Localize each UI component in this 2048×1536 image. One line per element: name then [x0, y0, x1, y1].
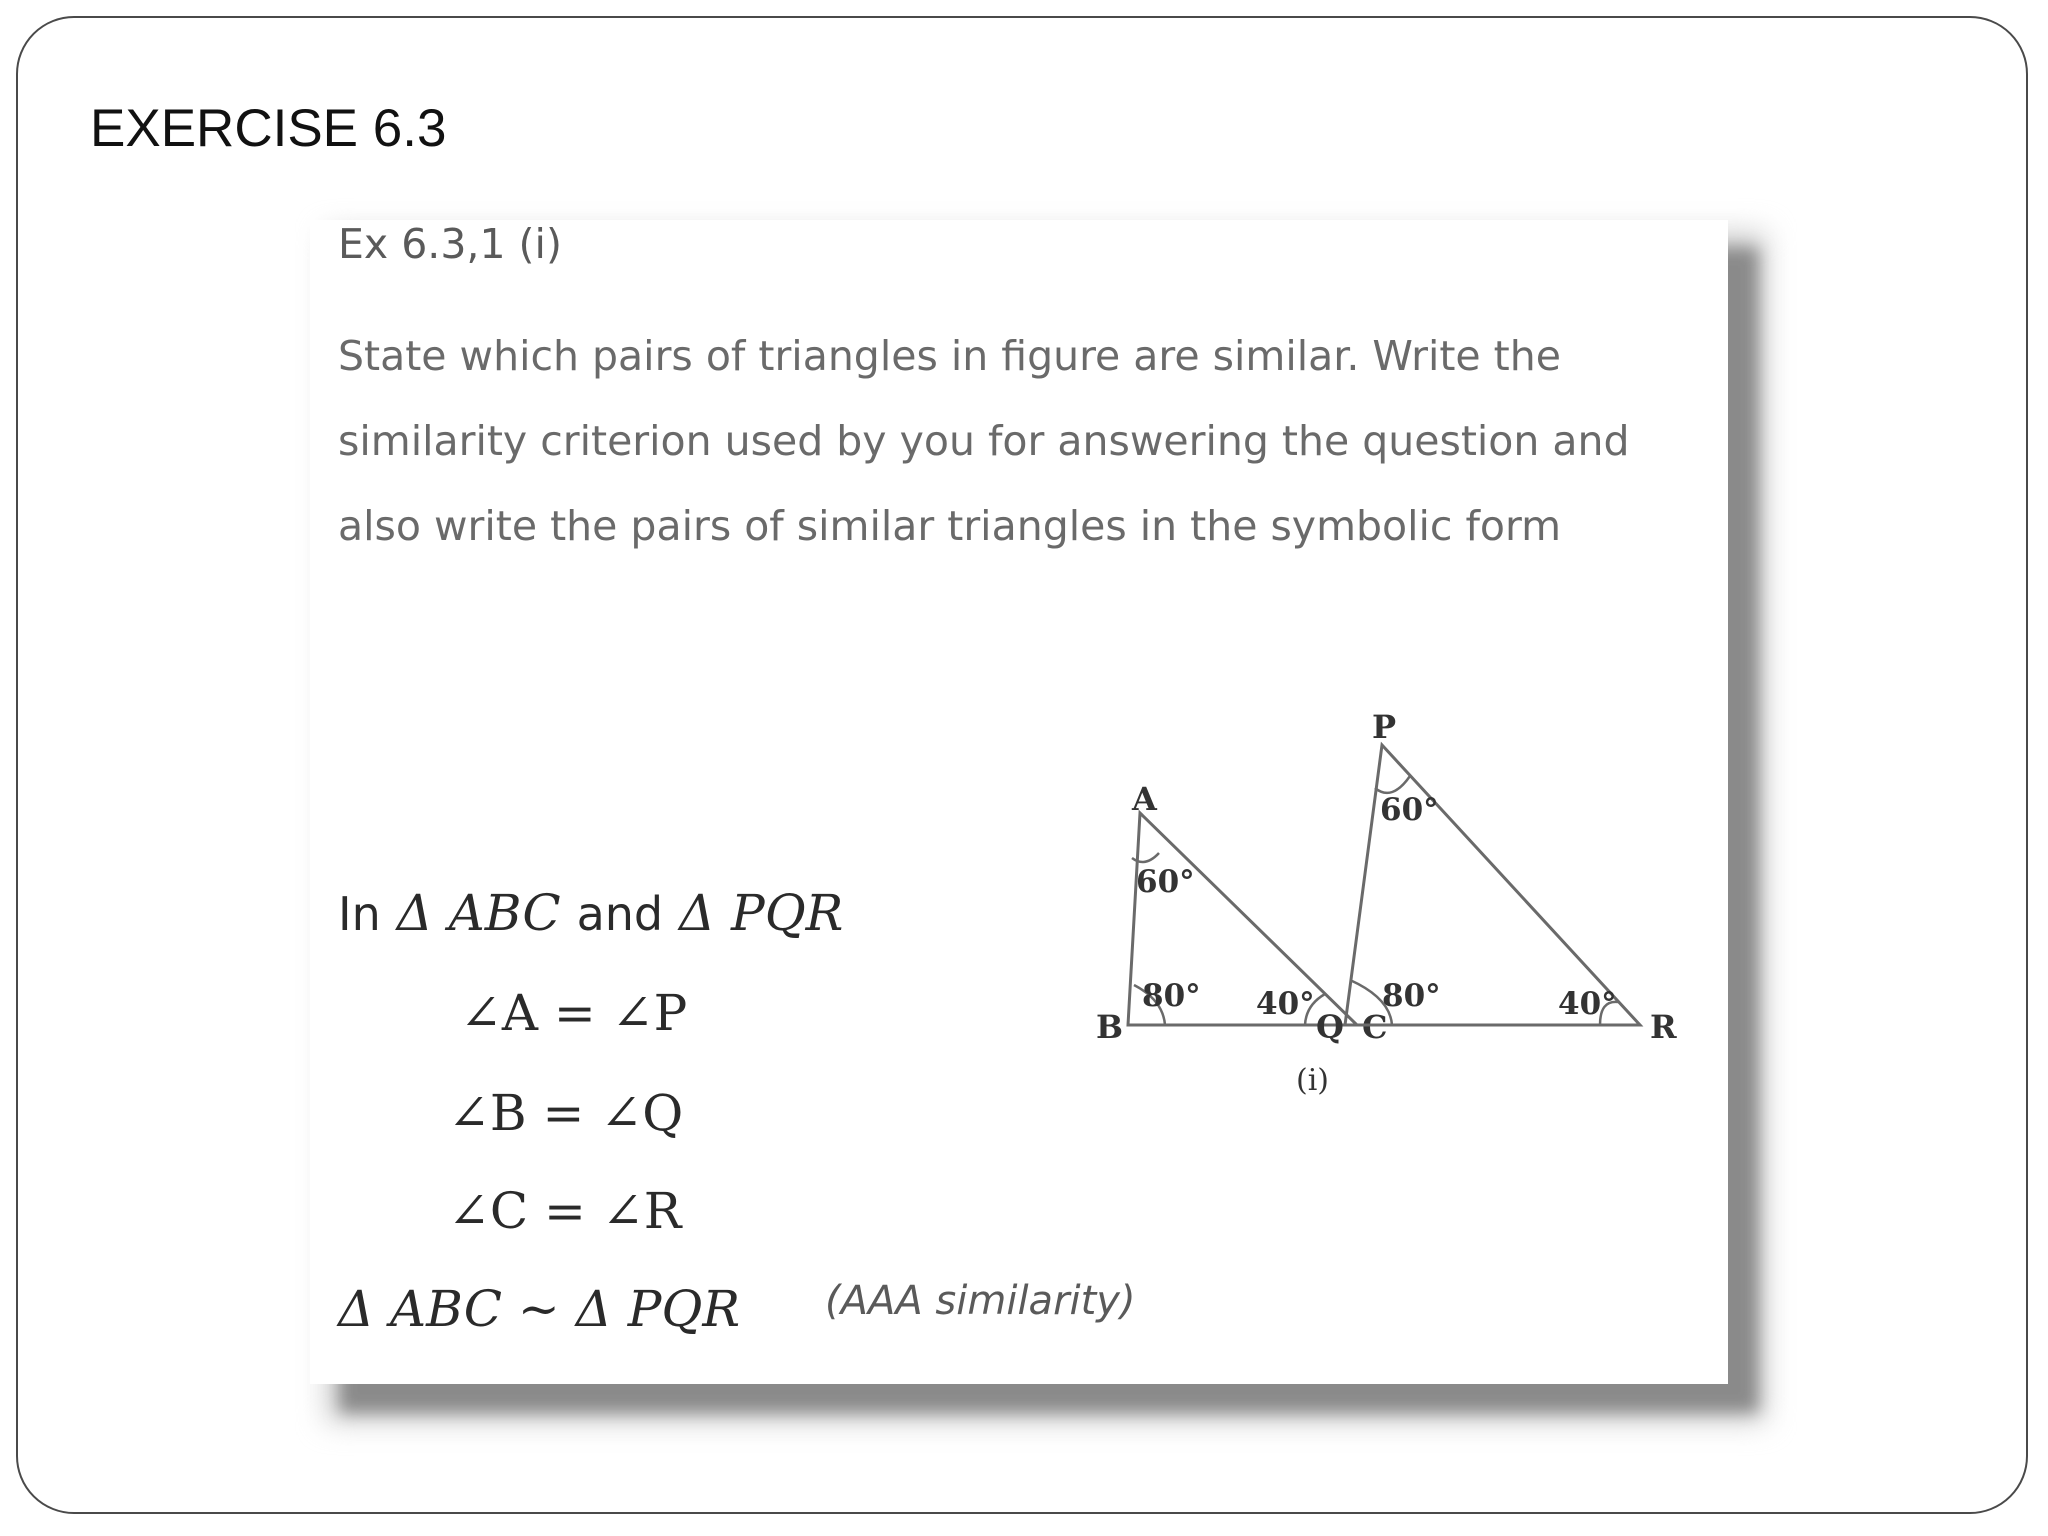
vertex-label-q: Q [1316, 1008, 1344, 1046]
vertex-label-p: P [1372, 708, 1397, 746]
intro-triangle-pqr: Δ PQR [679, 884, 844, 942]
solution-intro [338, 884, 843, 942]
triangles-figure [1000, 680, 1720, 1100]
exercise-card [310, 220, 1728, 1384]
vertex-label-r: R [1650, 1008, 1677, 1046]
exercise-heading: Ex 6.3,1 (i) [338, 220, 562, 268]
angle-equality-b: ∠B = ∠Q [448, 1084, 684, 1142]
question-line: also write the pairs of similar triangles in the symbolic form [338, 502, 1562, 550]
intro-triangle-abc: Δ ABC [396, 884, 561, 942]
angle-label-a: 60° [1136, 864, 1195, 900]
slide-title: EXERCISE 6.3 [90, 99, 447, 158]
similarity-conclusion: Δ ABC ~ Δ PQR [338, 1280, 741, 1338]
intro-and: and [576, 887, 664, 941]
question-line: similarity criterion used by you for answering the question and [338, 417, 1630, 465]
question-line: State which pairs of triangles in figure are similar. Write the [338, 332, 1561, 380]
angle-label-b: 80° [1142, 978, 1201, 1014]
similarity-criterion: (AAA similarity) [825, 1278, 1136, 1324]
vertex-label-b: B [1096, 1008, 1124, 1046]
angle-label-q: 80° [1382, 978, 1441, 1014]
angle-label-r: 40° [1558, 986, 1617, 1022]
figure-caption: (i) [1296, 1063, 1330, 1098]
question-text [338, 314, 1708, 569]
angle-label-p: 60° [1380, 792, 1439, 828]
vertex-label-a: A [1132, 780, 1157, 818]
intro-word: In [338, 887, 381, 941]
angle-label-c: 40° [1256, 986, 1315, 1022]
angle-arc-p [1375, 776, 1410, 793]
angle-equality-c: ∠C = ∠R [448, 1182, 682, 1240]
vertex-label-c: C [1362, 1008, 1388, 1046]
angle-equality-a: ∠A = ∠P [460, 984, 688, 1042]
